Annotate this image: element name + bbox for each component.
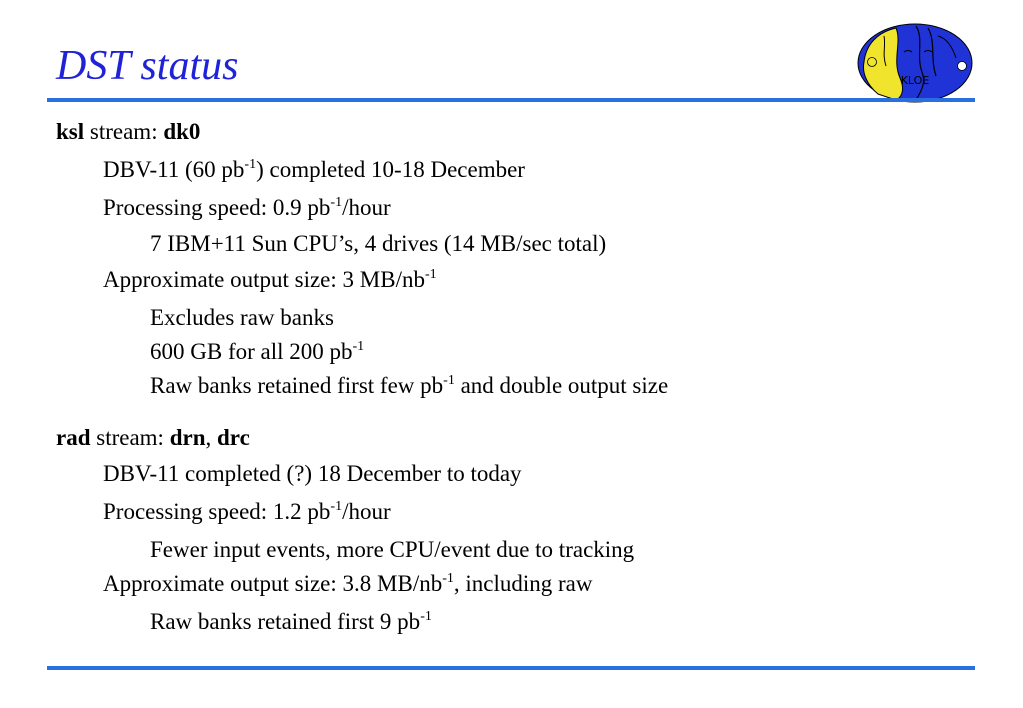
ksl-dbv-line: DBV-11 (60 $pb^{-1}$) completed 10-18 December [103,157,525,182]
ksl-size-line: Approximate output size: 3 $MB/nb^{-1}$ [103,267,437,292]
ksl-total-line: 600 GB for all 200 $pb^{-1}$ [150,339,365,364]
ksl-speed-line: Processing speed: 0.9 $pb^{-1}$/hour [103,195,391,220]
footer-rule [47,666,975,670]
logo-label: KLOE [900,74,930,87]
title-rule [47,98,975,102]
ksl-heading: ksl stream: dk0 [56,119,201,144]
rad-speed-line: Processing speed: 1.2 $pb^{-1}$/hour [103,499,391,524]
rad-size-line: Approximate output size: 3.8 $MB/nb^{-1}$, including raw [103,571,593,596]
ksl-raw-line: Raw banks retained first few $pb^{-1}$ and double output size [150,373,669,398]
rad-heading: rad stream: drn, drc [56,425,250,450]
kloe-logo [856,22,974,104]
rad-dbv-line: DBV-11 completed (?) 18 December to today [103,461,522,486]
rad-fewer-line: Fewer input events, more CPU/event due to tracking [150,537,635,562]
ksl-cpu-line: 7 IBM+11 Sun CPU’s, 4 drives (14 MB/sec total) [150,231,607,256]
rad-raw-line: Raw banks retained first 9 $pb^{-1}$ [150,609,432,634]
page-title: DST status [56,43,239,89]
ksl-excludes-line: Excludes raw banks [150,305,334,330]
